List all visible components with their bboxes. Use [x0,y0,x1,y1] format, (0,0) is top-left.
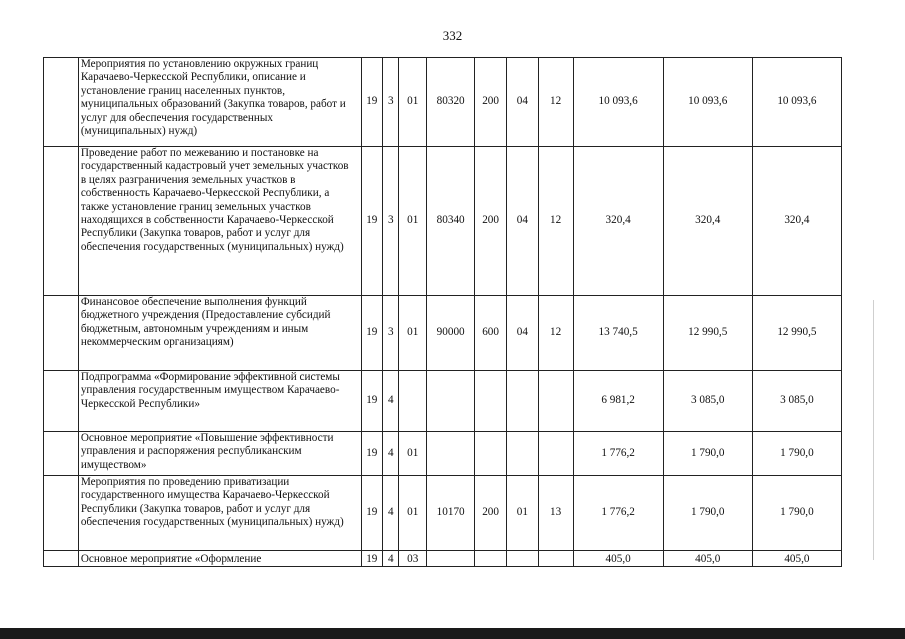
scan-artifact [873,300,874,560]
amount-cell: 320,4 [573,147,663,296]
amount-cell: 405,0 [752,551,841,567]
blank-cell [44,296,79,371]
code-cell: 03 [399,551,427,567]
amount-cell: 10 093,6 [573,58,663,147]
code-cell [427,432,475,476]
code-cell: 19 [361,58,383,147]
code-cell: 10170 [427,476,475,551]
code-cell: 19 [361,371,383,432]
code-cell: 01 [399,432,427,476]
code-cell: 80320 [427,58,475,147]
code-cell: 600 [475,296,507,371]
description-cell: Проведение работ по межеванию и постановке на государственный кадастровый учет земельных участков в целях разграничения земельных участков в собственность Карачаево-Черкесской Республики, а также установление границ земельных участков находящихся в собственности Карачаево-Черкесской Республики (Закупка товаров, работ и услуг для обеспечения государственных (муниципальных) нужд) [78,147,361,296]
code-cell [475,551,507,567]
code-cell: 12 [538,147,573,296]
code-cell: 4 [383,476,399,551]
blank-cell [44,432,79,476]
code-cell [538,371,573,432]
code-cell: 12 [538,296,573,371]
table-row [44,476,842,551]
amount-cell: 1 776,2 [573,432,663,476]
code-cell [506,551,538,567]
code-cell: 200 [475,147,507,296]
code-cell [506,432,538,476]
code-cell: 01 [399,476,427,551]
amount-cell: 1 790,0 [752,476,841,551]
code-cell: 19 [361,476,383,551]
code-cell: 13 [538,476,573,551]
code-cell: 200 [475,476,507,551]
code-cell [506,371,538,432]
code-cell: 19 [361,147,383,296]
table-row [44,58,842,147]
table-row [44,296,842,371]
amount-cell: 1 790,0 [663,476,752,551]
code-cell: 01 [399,296,427,371]
code-cell: 3 [383,58,399,147]
code-cell: 90000 [427,296,475,371]
code-cell: 4 [383,371,399,432]
amount-cell: 320,4 [752,147,841,296]
amount-cell: 1 790,0 [663,432,752,476]
scan-bottom-edge [0,628,905,639]
amount-cell: 405,0 [573,551,663,567]
code-cell: 12 [538,58,573,147]
code-cell [538,432,573,476]
amount-cell: 3 085,0 [752,371,841,432]
page-number: 332 [442,28,463,43]
description-cell: Мероприятия по проведению приватизации государственного имущества Карачаево-Черкесской Республики (Закупка товаров, работ и услуг для обеспечения государственных (муниципальных) нужд) [78,476,361,551]
code-cell: 200 [475,58,507,147]
code-cell: 01 [399,58,427,147]
code-cell: 80340 [427,147,475,296]
table-row [44,371,842,432]
table-row [44,432,842,476]
code-cell: 01 [399,147,427,296]
amount-cell: 6 981,2 [573,371,663,432]
amount-cell: 405,0 [663,551,752,567]
code-cell: 4 [383,432,399,476]
code-cell: 01 [506,476,538,551]
code-cell: 19 [361,432,383,476]
code-cell [399,371,427,432]
code-cell [538,551,573,567]
blank-cell [44,58,79,147]
description-cell: Финансовое обеспечение выполнения функций бюджетного учреждения (Предоставление субсидий бюджетным, автономным учреждениям и иным некоммерческим организациям) [78,296,361,371]
code-cell [427,551,475,567]
amount-cell: 12 990,5 [752,296,841,371]
amount-cell: 10 093,6 [663,58,752,147]
code-cell: 04 [506,147,538,296]
code-cell [475,432,507,476]
amount-cell: 1 790,0 [752,432,841,476]
code-cell: 3 [383,296,399,371]
code-cell: 04 [506,58,538,147]
budget-table [43,57,842,567]
code-cell: 04 [506,296,538,371]
blank-cell [44,147,79,296]
description-cell: Мероприятия по установлению окружных границ Карачаево-Черкесской Республики, описание и установление границ населенных пунктов, муниципальных образований (Закупка товаров, работ и услуг для обеспечения государственных (муниципальных) нужд) [78,58,361,147]
description-cell: Подпрограмма «Формирование эффективной системы управления государственным имуществом Карачаево-Черкесской Республики» [78,371,361,432]
amount-cell: 1 776,2 [573,476,663,551]
table-body [44,58,842,567]
description-cell: Основное мероприятие «Повышение эффективности управления и распоряжения республиканским имуществом» [78,432,361,476]
code-cell [475,371,507,432]
code-cell [427,371,475,432]
code-cell: 4 [383,551,399,567]
code-cell: 19 [361,551,383,567]
blank-cell [44,476,79,551]
blank-cell [44,371,79,432]
code-cell: 19 [361,296,383,371]
amount-cell: 3 085,0 [663,371,752,432]
table-row [44,147,842,296]
code-cell: 3 [383,147,399,296]
amount-cell: 320,4 [663,147,752,296]
table-row [44,551,842,567]
amount-cell: 10 093,6 [752,58,841,147]
amount-cell: 13 740,5 [573,296,663,371]
blank-cell [44,551,79,567]
amount-cell: 12 990,5 [663,296,752,371]
description-cell: Основное мероприятие «Оформление [78,551,361,567]
